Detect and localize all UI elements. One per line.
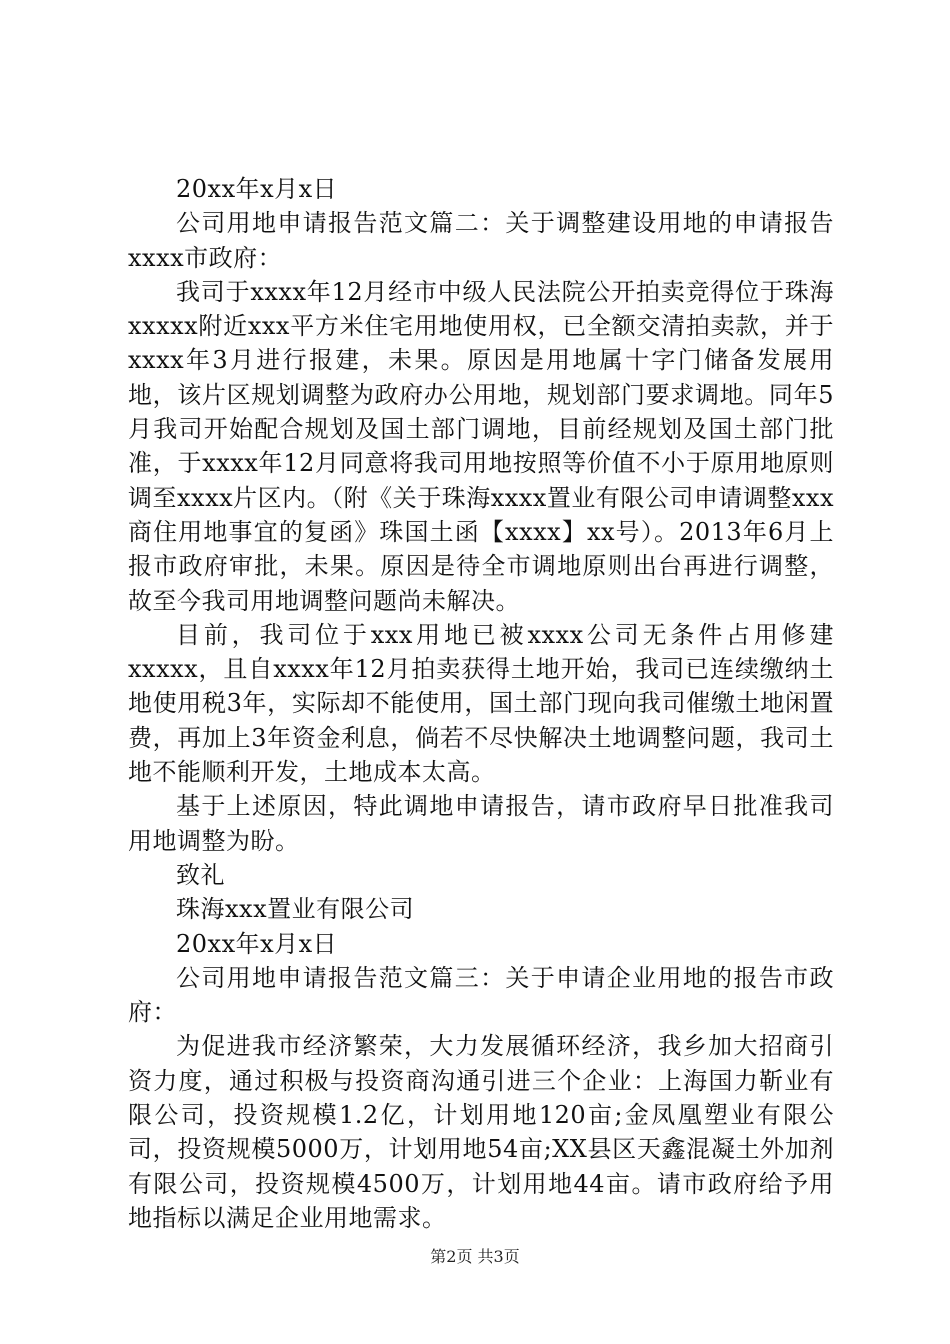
body-paragraph: 为促进我市经济繁荣，大力发展循环经济，我乡加大招商引资力度，通过积极与投资商沟通引进三个企业：上海国力靳业有限公司，投资规模1.2亿，计划用地120亩;金凤凰塑业有限公司，投资规模5000万，计划用地54亩;XX县区天鑫混凝土外加剂有限公司，投资规模4500万，计划用地44亩。请市政府给予用地指标以满足企业用地需求。 <box>128 1032 834 1232</box>
page-footer <box>0 1244 950 1267</box>
closing-salutation: 致礼 <box>176 860 225 889</box>
section-heading-three: 公司用地申请报告范文篇三：关于申请企业用地的报告市政府： <box>128 963 834 1027</box>
company-signature: 珠海xxx置业有限公司 <box>176 895 415 924</box>
date-line: 20xx年x月x日 <box>176 929 338 958</box>
document-body <box>128 172 834 1235</box>
section-heading-two: 公司用地申请报告范文篇二：关于调整建设用地的申请报告xxxx市政府： <box>128 209 834 272</box>
body-paragraph: 我司于xxxx年12月经市中级人民法院公开拍卖竞得位于珠海xxxxx附近xxx平方米住宅用地使用权，已全额交清拍卖款，并于xxxx年3月进行报建，未果。原因是用地属十字门储备发展用地，该片区规划调整为政府办公用地，规划部门要求调地。同年5月我司开始配合规划及国土部门调地，目前经规划及国土部门批准，于xxxx年12月同意将我司用地按照等价值不小于原用地原则调至xxxx片区内。（附《关于珠海xxxx置业有限公司申请调整xxx商住用地事宜的复函》珠国土函【xxxx】xx号）。2013年6月上报市政府审批，未果。原因是待全市调地原则出台再进行调整，故至今我司用地调整问题尚未解决。 <box>128 277 834 615</box>
page-number: 第2页 共3页 <box>430 1247 520 1266</box>
body-paragraph: 基于上述原因，特此调地申请报告，请市政府早日批准我司用地调整为盼。 <box>128 792 834 855</box>
date-line: 20xx年x月x日 <box>176 175 338 203</box>
body-paragraph: 目前，我司位于xxx用地已被xxxx公司无条件占用修建xxxxx，且自xxxx年12月拍卖获得土地开始，我司已连续缴纳土地使用税3年，实际却不能使用，国土部门现向我司催缴土地闲置费，再加上3年资金利息，倘若不尽快解决土地调整问题，我司土地不能顺利开发，土地成本太高。 <box>128 620 834 787</box>
